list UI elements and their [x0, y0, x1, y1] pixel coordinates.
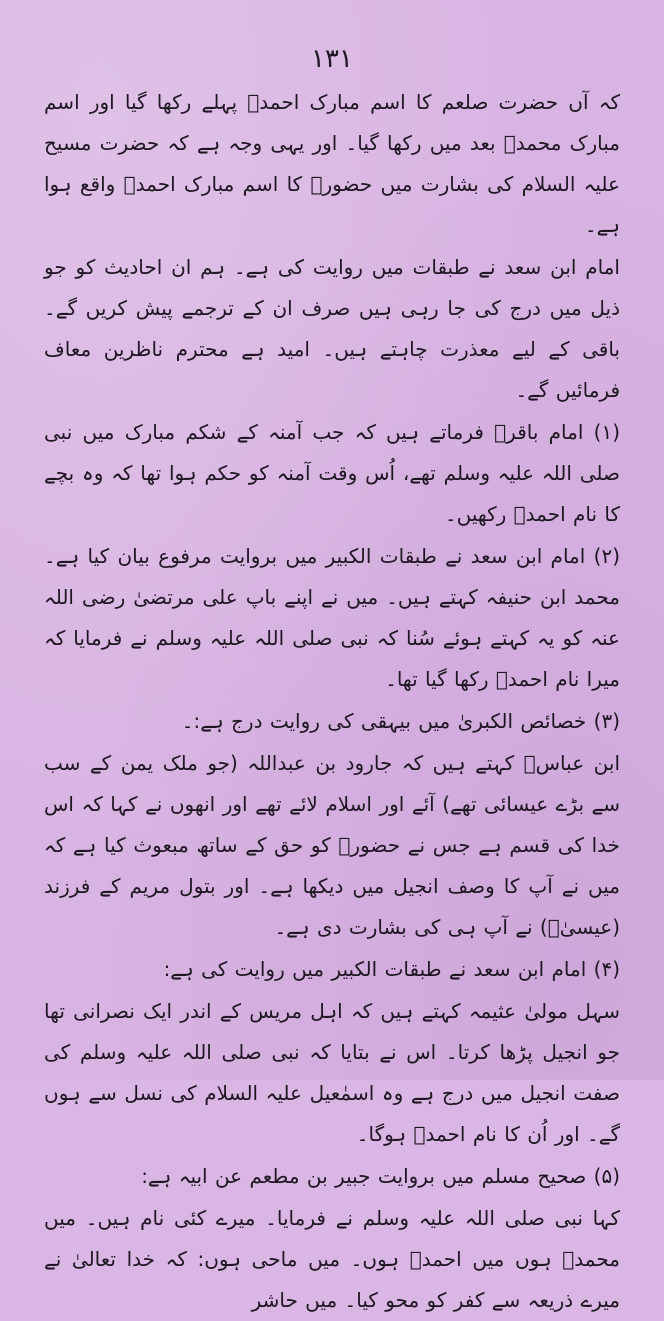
page-body [44, 82, 620, 1321]
paragraph: امام ابن سعد نے طبقات میں روایت کی ہے۔ ہم ان احادیث کو جو ذیل میں درج کی جا رہی ہیں صرف ان کے ترجمے پیش کریں گے۔ باقی کے لیے معذرت چاہتے ہیں۔ امید ہے محترم ناظرین معاف فرمائیں گے۔ [44, 255, 620, 402]
paragraph: (۲) امام ابن سعد نے طبقات الکبیر میں بروایت مرفوع بیان کیا ہے۔ محمد ابن حنیفہ کہتے ہیں۔ میں نے اپنے باپ علی مرتضیٰ رضی اللہ عنہ کو یہ کہتے ہوئے سُنا کہ نبی صلی اللہ علیہ وسلم نے فرمایا کہ میرا نام احمدؐ رکھا گیا تھا۔ [44, 544, 620, 691]
paragraph: سہل مولیٰ عثیمہ کہتے ہیں کہ اہل مریس کے اندر ایک نصرانی تھا جو انجیل پڑھا کرتا۔ اس نے بتایا کہ نبی صلی اللہ علیہ وسلم کی صفت انجیل میں درج ہے وہ اسمٰعیل علیہ السلام کی نسل سے ہوں گے۔ اور اُن کا نام احمدؐ ہوگا۔ [44, 999, 620, 1146]
paragraph: کہ آں حضرت صلعم کا اسم مبارک احمدؐ پہلے رکھا گیا اور اسم مبارک محمدؐ بعد میں رکھا گیا۔ اور یہی وجہ ہے کہ حضرت مسیح علیہ السلام کی بشارت میں حضورؐ کا اسم مبارک احمدؐ واقع ہوا ہے۔ [44, 90, 620, 237]
paragraph: (۵) صحیح مسلم میں بروایت جبیر بن مطعم عن ابیہ ہے: [141, 1164, 620, 1188]
paragraph: (۱) امام باقرؒ فرماتے ہیں کہ جب آمنہ کے شکم مبارک میں نبی صلی اللہ علیہ وسلم تھے، اُس وقت آمنہ کو حکم ہوا تھا کہ وہ بچے کا نام احمدؐ رکھیں۔ [44, 420, 620, 526]
paragraph: کہا نبی صلی اللہ علیہ وسلم نے فرمایا۔ میرے کئی نام ہیں۔ میں محمدؐ ہوں میں احمدؐ ہوں۔ میں ماحی ہوں: کہ خدا تعالیٰ نے میرے ذریعہ سے کفر کو محو کیا۔ میں حاشر [44, 1206, 620, 1312]
paragraph: ابن عباسؓ کہتے ہیں کہ جارود بن عبداللہ (جو ملک یمن کے سب سے بڑے عیسائی تھے) آئے اور اسلام لائے تھے اور انھوں نے کہا کہ اس خدا کی قسم ہے جس نے حضورؐ کو حق کے ساتھ مبعوث کیا ہے کہ میں نے آپ کا وصف انجیل میں دیکھا ہے۔ اور بتول مریم کے فرزند (عیسیٰؑ) نے آپ ہی کی بشارت دی ہے۔ [44, 751, 620, 939]
paragraph: (۳) خصائص الکبریٰ میں بیہقی کی روایت درج ہے:۔ [181, 709, 620, 733]
paragraph: (۴) امام ابن سعد نے طبقات الکبیر میں روایت کی ہے: [163, 957, 620, 981]
page-number: ١٣١ [311, 44, 353, 74]
